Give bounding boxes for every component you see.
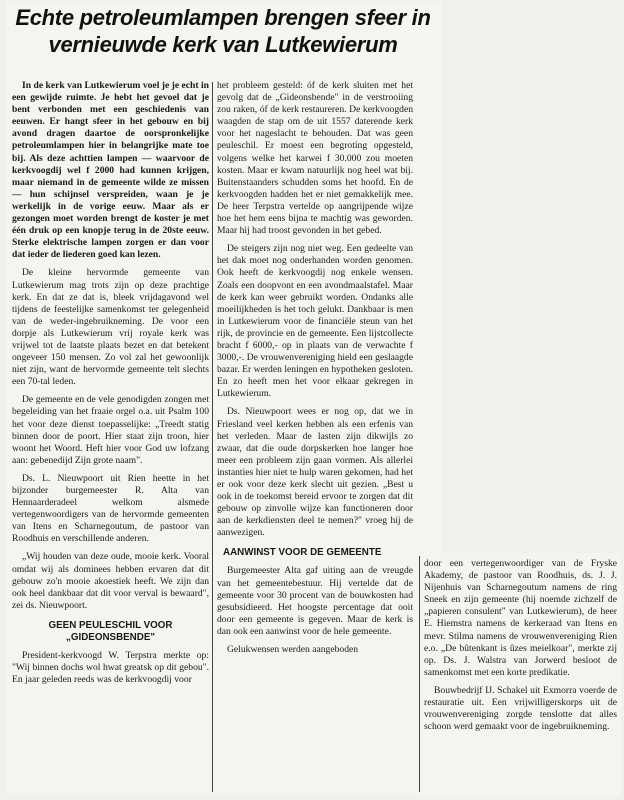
- headline: Echte petroleumlampen brengen sfeer in vernieuwde kerk van Lutkewierum: [15, 5, 431, 57]
- paragraph: Ds. L. Nieuwpoort uit Rien heette in het bijzonder burgemeester R. Alta van Hennaarderadeel welkom alsmede vertegenwoordigers van de hervormde gemeenten van Itens en Scharnegoutum, de pastoor van Roodhuis en verschillende anderen.: [12, 472, 209, 545]
- paragraph: Burgemeester Alta gaf uiting aan de vreugde van het gemeentebestuur. Hij vertelde dat de gemeente voor 30 procent van de bouwkosten had gesubsidieerd. Het hoogste percentage dat ooit door een gemeente is gegeven. Maar de kerk is dan ook een aanwinst voor de hele gemeente.: [217, 565, 413, 637]
- paragraph: Gelukwensen werden aangeboden: [227, 644, 359, 656]
- paragraph: „Wij houden van deze oude, mooie kerk. Vooral omdat wij als dominees hebben ervaren dat dit gebouw zo'n mooie akoestiek heeft. We zijn dan ook heel dankbaar dat dit voor verval is bewaard", zei ds. Nieuwpoort.: [12, 551, 209, 611]
- paragraph: President-kerkvoogd W. Terpstra merkte op: "Wij binnen dochs wol hwat greatsk op dit gebou". En jaar geleden reeds was de kerkvoogdij voor: [12, 649, 209, 686]
- paragraph: Bouwbedrijf IJ. Schakel uit Exmorra voerde de restauratie uit. Een vrijwilligerskorps uit de vrouwenvereniging zorgde tenslotte dat alles schoon werd gemaakt voor de ingebruikneming.: [424, 684, 617, 733]
- subheading-aanwinst: AANWINST VOOR DE GEMEENTE: [223, 547, 382, 559]
- paragraph: De gemeente en de vele genodigden zongen met begeleiding van het fraaie orgel o.a. uit Psalm 100 het voor deze dienst toepasselijke: „Treedt statig binnen door de poort. Hier staat zijn troon, hier woont het Woord. Heft hier voor God uw lofzang aan: gebenedijd Zijn grote naam".: [12, 394, 209, 466]
- column-1: [12, 80, 209, 692]
- column-rule: [212, 82, 213, 792]
- subheading-gideonsbende: GEEN PEULESCHIL VOOR „GIDEONSBENDE": [48, 619, 173, 643]
- column-rule: [419, 556, 420, 792]
- paragraph: het probleem gesteld: óf de kerk sluiten met het gevolg dat de „Gideonsbende" in de verstrooiing zou raken, óf de kerk restaureren. De kerkvoogden waagden de stap om de uit 1557 daterende kerk voor het nageslacht te behouden. Dat was geen peuleschil. Er moest een begroting opgesteld, volgens welke het karwei f 30.000 zou moeten kosten. Maar er kwam natuurlijk nog heel wat bij. Buitenstaanders schudden soms het hoofd. En de kerkvoogden hadden het er niet gemakkelijk mee. De heer Terpstra vertelde op aangrijpende wijze hoe het hem eens bijna te machtig was geworden. Maar hij had troost gevonden in het gebed.: [217, 80, 413, 237]
- paragraph: Ds. Nieuwpoort wees er nog op, dat we in Friesland veel kerken hebben als een erfenis van het verleden. Maar de lasten zijn dikwijls zo zwaar, dat die oude dorpskerken hoe langer hoe meer een probleem zijn gaan vormen. Als allerlei instanties hier niet te hulp waren gekomen, had het er ook voor deze kerk slecht uit gezien. „Best u ook in de toekomst bereid ervoor te zorgen dat dit gebouw op zinvolle wijze kan functioneren door aan de kerkdiensten deel te nemen?" vroeg hij de aanwezigen.: [217, 406, 413, 539]
- column-2: [217, 80, 413, 662]
- paragraph: De kleine hervormde gemeente van Lutkewierum mag trots zijn op deze prachtige kerk. En dat ze dat is, bleek vrijdagavond wel tijdens de feestelijke samenkomst ter gelegenheid van de weder-ingebruikneming. De voor een dorpje als Lutkewierum vrij royale kerk was vrijwel tot de laatste plaats bezet en dat betekent ongeveer 150 mensen. Zo vol zal het gewoonlijk niet zijn, want de hervormde gemeente telt slechts een 70-tal leden.: [12, 267, 209, 388]
- paragraph: door een vertegenwoordiger van de Fryske Akademy, de pastoor van Roodhuis, ds. J. J. Nijenhuis van Scharnegoutum namens de ring Sneek en zijn gemeente (hij noemde zichzelf de „papieren consulent" van Lutkewierum), de heer E. Hiemstra namens de kerkeraad van Itens en mevr. Stilma namens de vrouwenvereniging Rien e.o. „De bûtenkant is ûzes meielkoar", merkte zij op. Ds. J. Walstra van Jorwerd besloot de samenkomst met een korte predikatie.: [424, 558, 617, 678]
- paragraph: De steigers zijn nog niet weg. Een gedeelte van het dak moet nog onderhanden worden genomen. Ook heeft de kerkvoogdij nog enkele wensen. Zoals een doopvont en een avondmaalstafel. Maar de kerk kan weer gebruikt worden. Ondanks alle moeilijkheden is het toch gelukt. Dankbaar is men in Lutkewierum voor de financiële steun van het rijk, de provincie en de gemeente. Een lijstcollecte bracht f 6000,- op in plaats van de verwachte f 3000,-. De vrouwenvereniging hield een geslaagde bazar. Er werden leningen en hypotheken gesloten. En zo heeft men het voor elkaar gekregen in Lutkewierum.: [217, 243, 413, 400]
- intro-paragraph: In de kerk van Lutkewierum voel je je echt in een gewijde ruimte. Je hebt het gevoel dat je bent verbonden met een geschiedenis van eeuwen. Er hangt sfeer in het gebouw en bij avond dragen daartoe de oorspronkelijke petroleumlampen hier in belangrijke mate toe bij. Als deze achttien lampen — waarvoor de kerkvoogdij wel f 2000 had kunnen krijgen, maar niemand in de gemeente wilde ze missen — hun schijnsel verspreiden, waan je je werkelijk in de vorige eeuw. Maar als er gezongen moet worden brengt de koster je met één druk op een knopje terug in de 20ste eeuw. Sterke elektrische lampen zorgen er dan voor dat ieder de liederen goed kan lezen.: [12, 80, 209, 261]
- column-3: [424, 558, 617, 739]
